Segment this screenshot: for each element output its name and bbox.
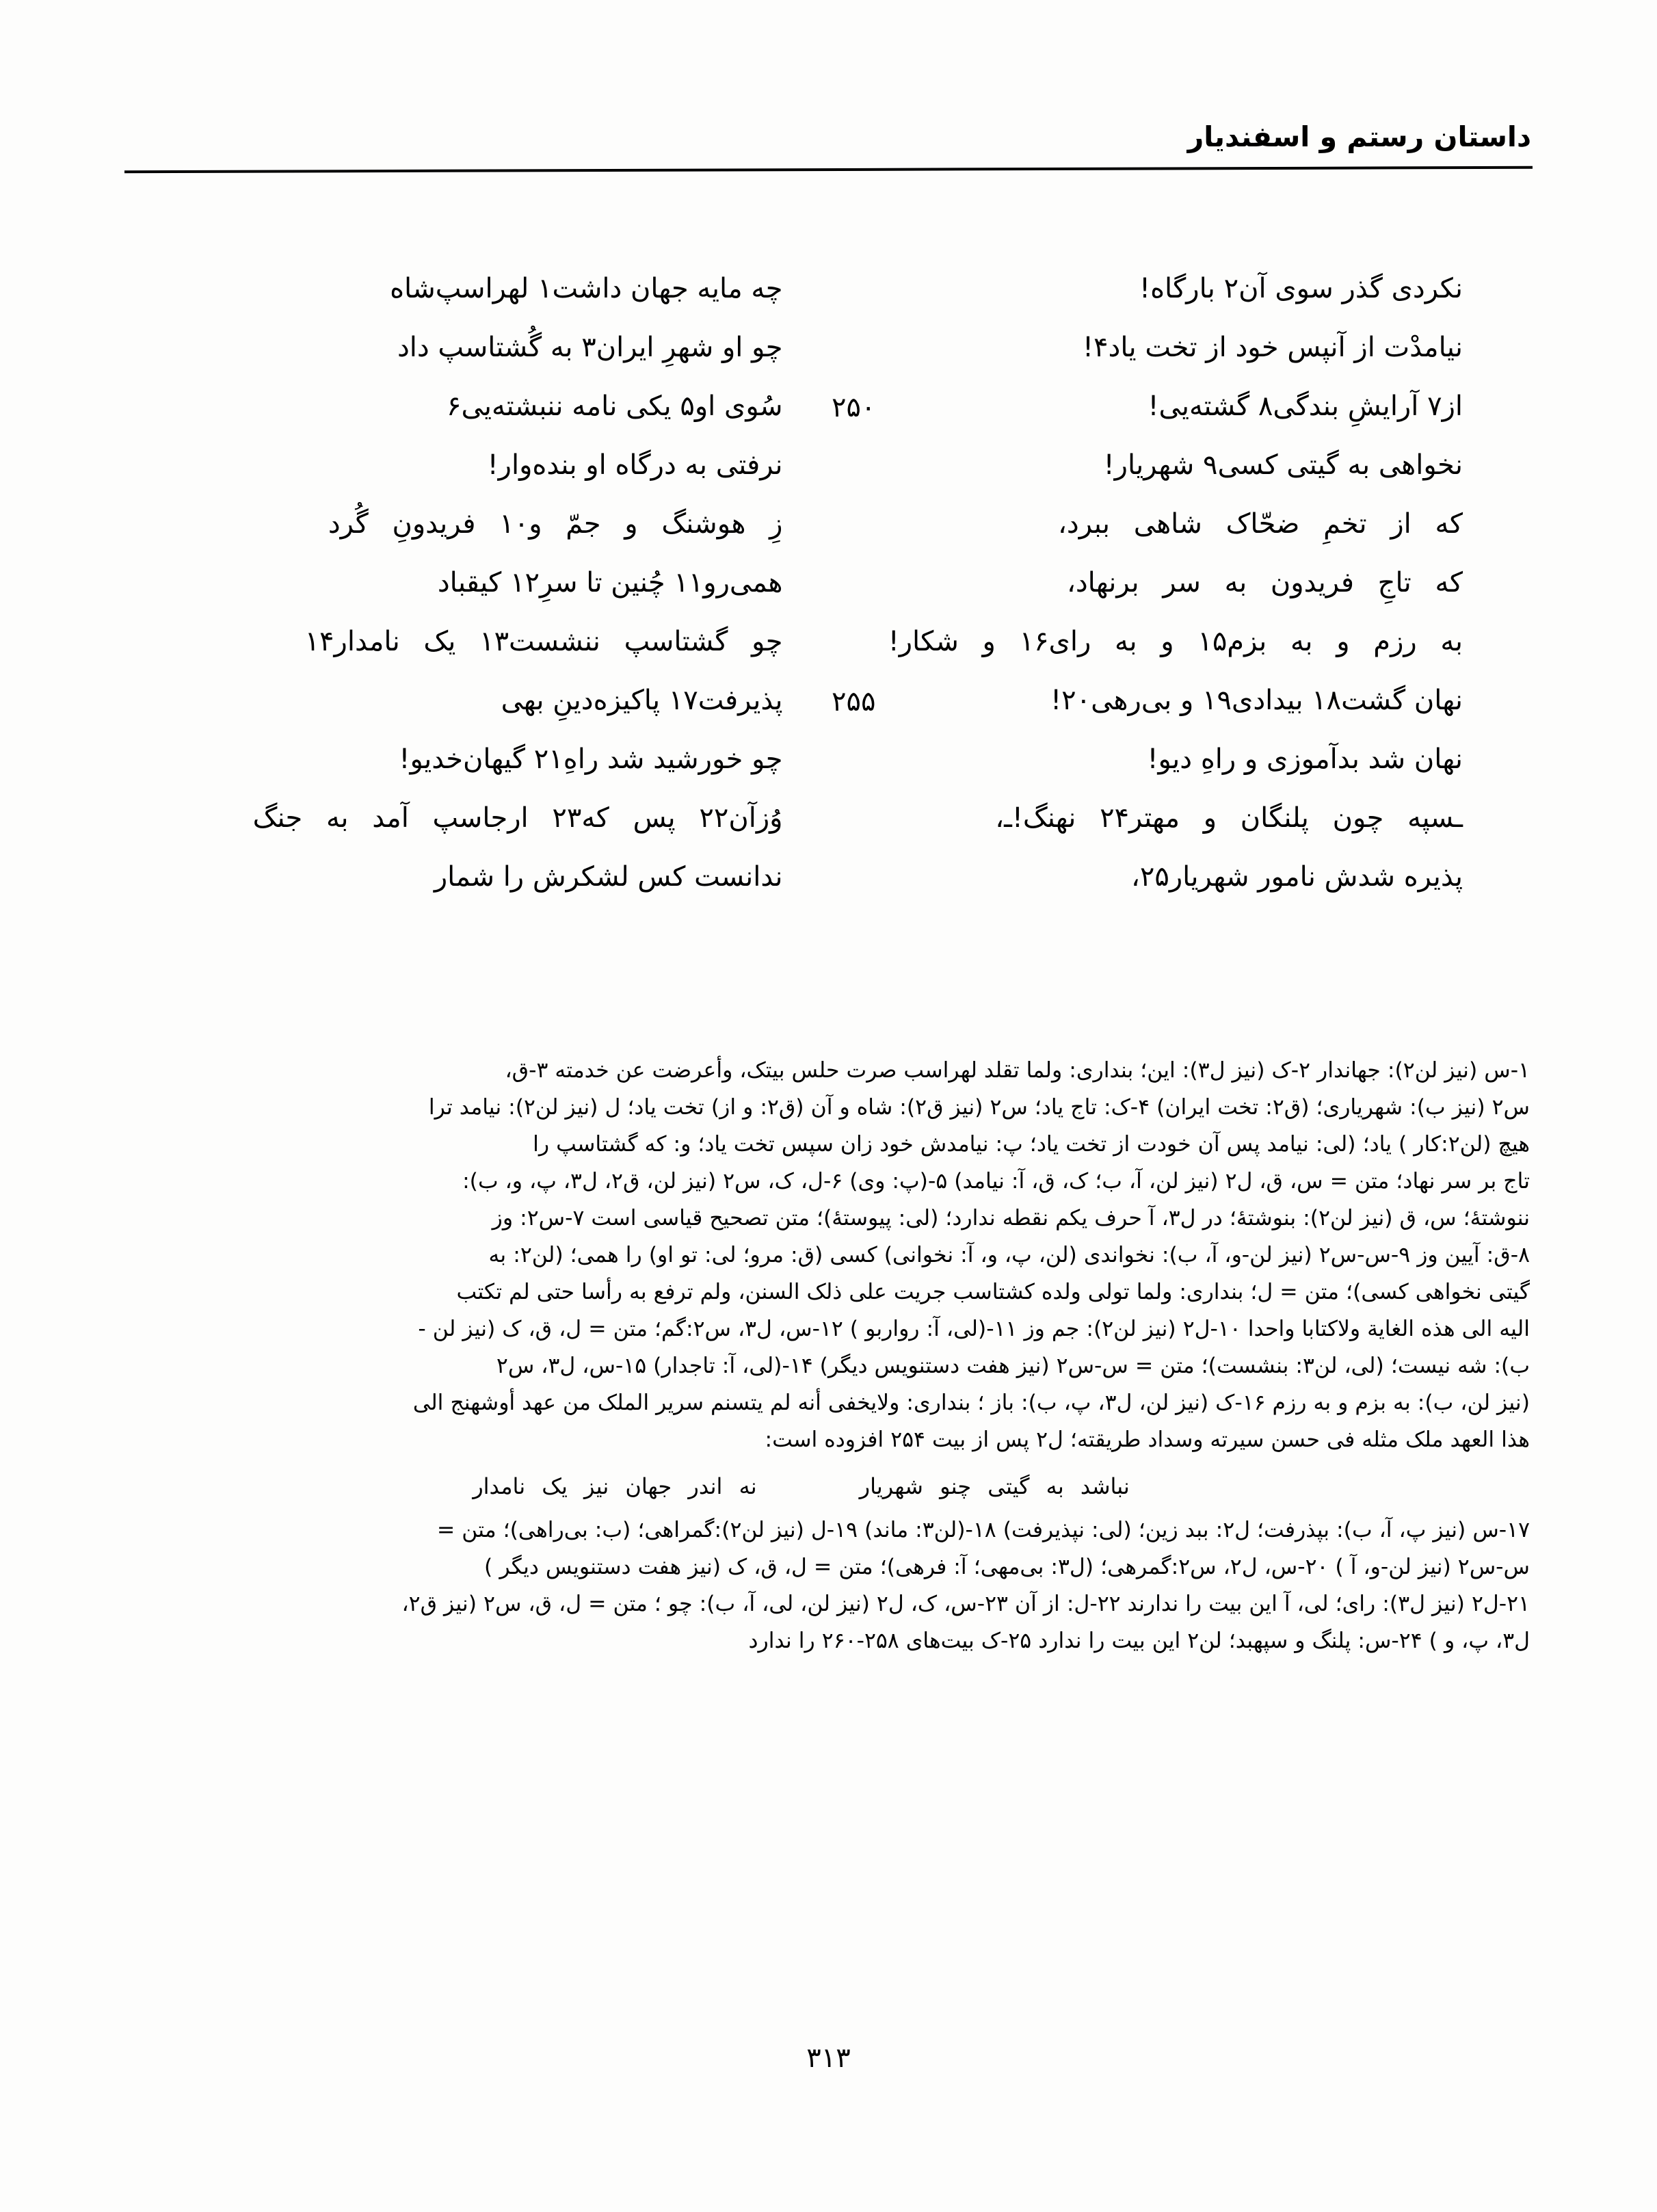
hemistich-right-text: همی‌رو۱۱ چُنین تا سرِ۱۲ کیقباد: [437, 567, 783, 598]
hemistich-left: [827, 275, 1489, 302]
hemistich-right-text: ندانست کس لشکرش را شمار: [434, 861, 783, 893]
hemistich-left: [827, 685, 1489, 717]
hemistich-left-text: نخواهی به گیتی کسی۹ شهریار!: [1103, 449, 1463, 481]
hemistich-left-text: نیامدْت از آنپس خود از تخت یاد۴!: [1082, 332, 1463, 363]
verse-line: [164, 393, 1489, 451]
critical-apparatus: [127, 1052, 1530, 1659]
apparatus-inserted-verse: [127, 1468, 1530, 1505]
apparatus-line: هیچ (لن۲:کار ) یاد؛ (لی: نیامد پس آن خودت از تخت یاد؛ پ: نیامدش خود زان سپس تخت یاد؛ و: که گشتاسپ را: [533, 1132, 1530, 1157]
hemistich-left-text: از۷ آرایشِ بندگی۸ گشته‌یی!: [1148, 391, 1463, 422]
running-head: [124, 122, 1533, 197]
apparatus-line: تاج بر سر نهاد؛ متن = س، ق، ل۲ (نیز لن، آ، ب؛ ک، ق، آ: نیامد) ۵-(پ: وی) ۶-ل، ک، س۲ (نیز لن، ق۲، ل۳، پ، و، ب):: [462, 1169, 1530, 1194]
apparatus-line: ۸-ق: آیین وز ۹-س-س۲ (نیز لن-و، آ، ب): نخواندی (لن، پ، و، آ: نخوانی) کسی (ق: مرو؛ لی: تو او) را همی؛ (لن۲: به: [488, 1243, 1530, 1267]
verse-line: [164, 863, 1489, 922]
apparatus-line: ننوشتهٔ؛ س، ق (نیز لن۲): بنوشتهٔ؛ در ل۳، آ حرف یکم نقطه ندارد؛ (لی: پیوستهٔ)؛ متن تصحیح قیاسی است ۷-س۲: وز: [492, 1206, 1530, 1230]
apparatus-line: (نیز لن، ب): به بزم و به رزم ۱۶-ک (نیز لن، ل۳، پ، ب): باز ؛ بنداری: ولایخفی أنه لم یتسنم سریر الملک من عهد أوشهنج الی: [412, 1391, 1530, 1415]
verse-line: [164, 275, 1489, 334]
hemistich-left-text: که تاجِ فریدون به سر برنهاد،: [1066, 567, 1463, 598]
hemistich-right-text: زِ هوشنگ و جمّ و۱۰ فریدونِ گُرد: [328, 508, 783, 540]
apparatus-line: گیتی نخواهی کسی)؛ متن = ل؛ بنداری: ولما تولی ولده کشتاسب جریت علی ذلک السنن، ولم ترفع به رأسا حتی لم تکتب: [456, 1280, 1530, 1304]
hemistich-right-text: چو گشتاسپ ننشست۱۳ یک نامدار۱۴: [304, 626, 783, 657]
hemistich-right: [164, 863, 827, 891]
hemistich-right-text: نرفتی به درگاه او بنده‌وار!: [487, 449, 783, 481]
hemistich-right: [164, 391, 876, 423]
apparatus-line: ل۳، پ، و ) ۲۴-س: پلنگ و سپهبد؛ لن۲ این بیت را ندارد ۲۵-ک بیت‌های ۲۵۸-۲۶۰ را ندارد: [748, 1629, 1530, 1653]
hemistich-right-text: پذیرفت۱۷ پاکیزه‌دینِ بهی: [501, 685, 783, 716]
hemistich-right: [164, 451, 827, 479]
verse-line: [164, 451, 1489, 510]
hemistich-left: [827, 391, 1489, 423]
hemistich-left: [827, 743, 1489, 775]
hemistich-left: [827, 510, 1489, 538]
verse-number: ۲۵۰: [832, 392, 876, 423]
apparatus-line: ۲۱-ل۲ (نیز ل۳): رای؛ لی، آ این بیت را ندارند ۲۲-ل: از آن ۲۳-س، ک، ل۲ (نیز لن، لی، آ، ب): چو ؛ متن = ل، ق، س۲ (نیز ق۲،: [401, 1592, 1530, 1616]
verse-line: [164, 687, 1489, 746]
hemistich-right: [164, 569, 827, 596]
hemistich-right: [164, 275, 827, 302]
hemistich-left-text: پذیره شدش نامور شهریار۲۵،: [1130, 861, 1463, 893]
running-head-title: داستان رستم و اسفندیار: [1187, 120, 1531, 153]
hemistich-left-text: که از تخمِ ضحّاک شاهی ببرد،: [1058, 508, 1463, 540]
hemistich-left-text: نهان شد بدآموزی و راهِ دیو!: [1147, 743, 1463, 775]
hemistich-right: [164, 628, 827, 655]
hemistich-left-text: ـسپه چون پلنگان و مهتر۲۴ نهنگ!ـ،: [995, 802, 1463, 834]
hemistich-left: [827, 569, 1489, 596]
verse-line: [164, 334, 1489, 393]
apparatus-line: س-س۲ (نیز لن-و، آ ) ۲۰-س، ل۲، س۲:گمرهی؛ (ل۳: بی‌مهی؛ آ: فرهی)؛ متن = ل، ق، ک (نیز هفت دستنویس دیگر ): [484, 1555, 1530, 1579]
page-number: ۳۱۳: [806, 2042, 851, 2074]
hemistich-left-text: نکردی گذر سوی آن۲ بارگاه!: [1139, 273, 1463, 304]
hemistich-right-text: چه مایه جهان داشت۱ لهراسپ‌شاه: [390, 273, 783, 304]
inserted-hemistich-left: نه اندر جهان نیز یک نامدار: [473, 1473, 757, 1499]
hemistich-right: [164, 685, 876, 717]
hemistich-left: [827, 628, 1489, 655]
hemistich-left-text: به رزم و به بزم۱۵ و به رای۱۶ و شکار!: [888, 626, 1463, 657]
apparatus-line: الیه الی هذه الغایة ولاکتابا واحدا ۱۰-ل۲ (نیز لن۲): جم وز ۱۱-(لی، آ: رواربو ) ۱۲-س، ل۳، س۲:گم؛ متن = ل، ق، ک (نیز لن -: [418, 1317, 1530, 1341]
hemistich-right: [164, 510, 827, 538]
verse-line: [164, 510, 1489, 569]
hemistich-right-text: چو خورشید شد راهِ۲۱ گیهان‌خدیو!: [399, 743, 783, 775]
hemistich-left: [827, 334, 1489, 361]
verse-line: [164, 743, 1489, 804]
verse-line: [164, 628, 1489, 687]
hemistich-right: [164, 743, 827, 775]
hemistich-left: [827, 451, 1489, 479]
hemistich-right-text: وُزآن۲۲ پس که۲۳ ارجاسپ آمد به جنگ: [252, 802, 783, 834]
hemistich-right-text: سُوی او۵ یکی نامه ننبشته‌یی۶: [447, 391, 783, 422]
header-rule: [124, 166, 1533, 173]
inserted-hemistich-right: نباشد به گیتی چنو شهریار: [859, 1473, 1130, 1499]
apparatus-line: ۱۷-س (نیز پ، آ، ب): بپذرفت؛ ل۲: ببد زین؛ (لی: نپذیرفت) ۱۸-(لن۳: ماند) ۱۹-ل (نیز لن۲):گمراهی؛ (ب: بی‌راهی)؛ متن =: [436, 1518, 1530, 1542]
verse-line: [164, 569, 1489, 628]
hemistich-right: [164, 334, 827, 361]
apparatus-line: ب): شه نیست؛ (لی، لن۳: بنشست)؛ متن = س-س۲ (نیز هفت دستنویس دیگر) ۱۴-(لی، آ: تاجدار) ۱۵-س، ل۳، س۲: [496, 1354, 1530, 1378]
apparatus-line: ۱-س (نیز لن۲): جهاندار ۲-ک (نیز ل۳): این؛ بنداری: ولما تقلد لهراسب صرت حلس بیتک، وأعرضت عن خدمته ۳-ق،: [505, 1058, 1530, 1083]
hemistich-left: [827, 804, 1489, 832]
verse-block: [164, 275, 1489, 922]
apparatus-line: س۲ (نیز ب): شهریاری؛ (ق۲: تخت ایران) ۴-ک: تاج یاد؛ س۲ (نیز ق۲): شاه و آن (ق۲: و از) تخت یاد؛ ل (نیز لن۲): نیامد ترا: [428, 1095, 1530, 1120]
apparatus-line: هذا العهد ملک مثله فی حسن سیرته وسداد طریقته؛ ل۲ پس از بیت ۲۵۴ افزوده است:: [765, 1427, 1530, 1452]
hemistich-left-text: نهان گشت۱۸ بیدادی۱۹ و بی‌رهی۲۰!: [1050, 685, 1463, 716]
hemistich-left: [827, 863, 1489, 891]
hemistich-right: [164, 804, 827, 832]
verse-line: [164, 804, 1489, 863]
hemistich-right-text: چو او شهرِ ایران۳ به گُشتاسپ داد: [397, 332, 783, 363]
verse-number: ۲۵۵: [832, 686, 876, 717]
